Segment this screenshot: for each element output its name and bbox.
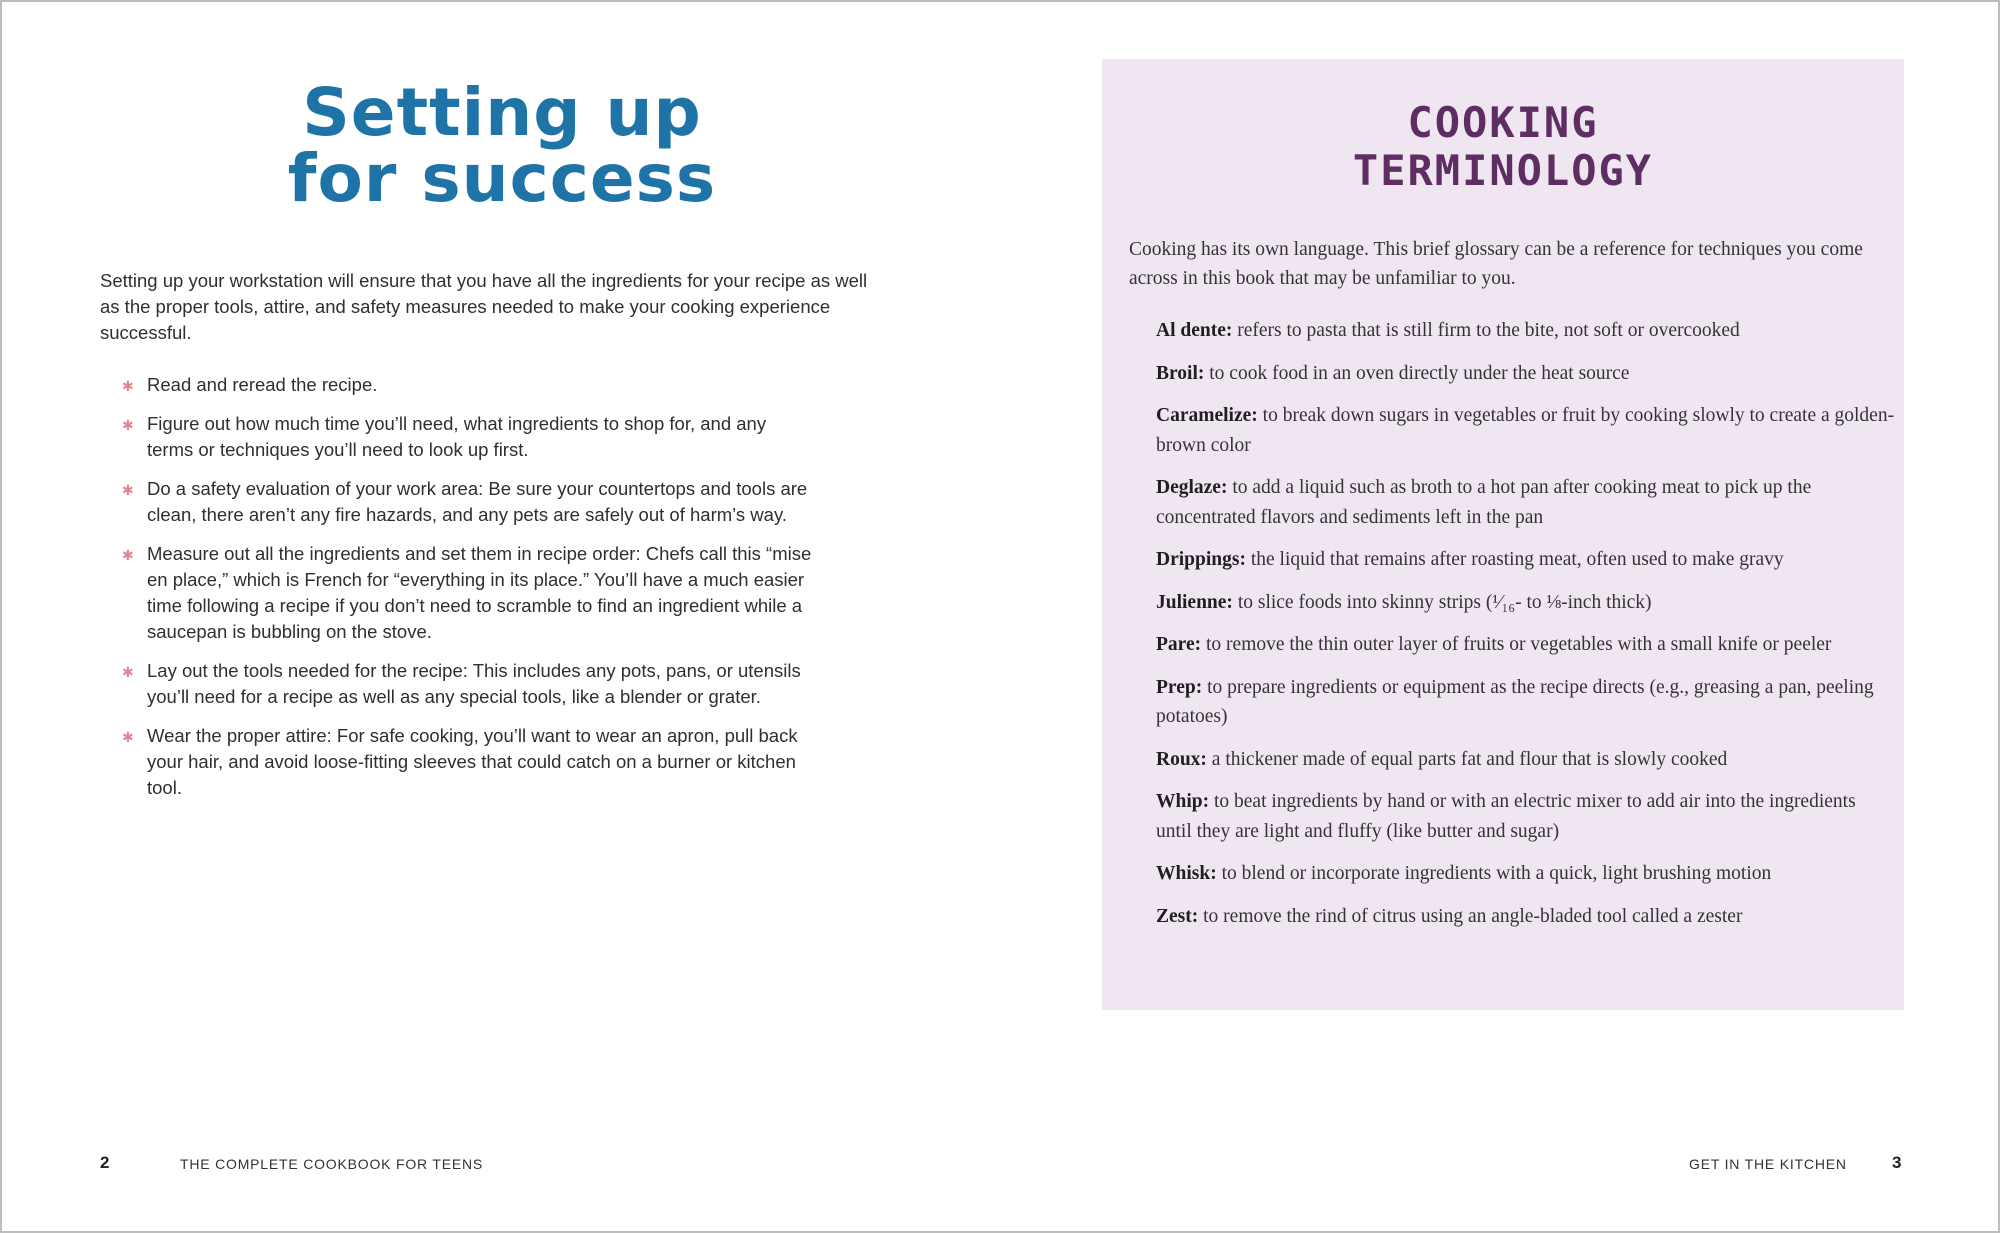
star-bullet-icon: ✱ [122, 482, 134, 498]
list-item [122, 658, 812, 710]
setup-checklist [122, 372, 812, 814]
glossary-definition: to blend or incorporate ingredients with a quick, light brushing motion [1221, 863, 1772, 884]
glossary-definition: to slice foods into skinny strips (¹⁄₁₆- to ⅛-inch thick) [1237, 591, 1652, 613]
glossary-definition: a thickener made of equal parts fat and flour that is slowly cooked [1211, 748, 1728, 770]
list-item-text: Wear the proper attire: For safe cooking, you’ll want to wear an apron, pull back your hair, and avoid loose-fitting sleeves that could catch on a burner or kitchen tool. [147, 725, 798, 798]
glossary-entry [1156, 673, 1896, 732]
glossary-title [1102, 99, 1904, 195]
glossary-definition: to remove the rind of citrus using an angle-bladed tool called a zester [1203, 905, 1743, 927]
glossary-definition: the liquid that remains after roasting meat, often used to make gravy [1250, 549, 1784, 570]
glossary-term: Whip: [1156, 791, 1210, 812]
glossary-entry [1156, 316, 1896, 346]
glossary-term: Deglaze: [1156, 477, 1228, 498]
list-item-text: Figure out how much time you’ll need, what ingredients to shop for, and any terms or techniques you’ll need to look up first. [147, 413, 767, 460]
page-number-right: 3 [1892, 1153, 1902, 1172]
glossary-term: Caramelize: [1156, 405, 1258, 426]
right-page [1002, 2, 2000, 1231]
glossary-definition: to prepare ingredients or equipment as the recipe directs (e.g., greasing a pan, peeling potatoes) [1156, 676, 1874, 727]
list-item [122, 411, 812, 463]
glossary-term: Roux: [1156, 748, 1207, 770]
star-bullet-icon: ✱ [122, 547, 134, 563]
glossary-entry [1156, 359, 1896, 389]
star-bullet-icon: ✱ [122, 417, 134, 433]
running-footer-right: GET IN THE KITCHEN [1689, 1156, 1847, 1172]
list-item-text: Read and reread the recipe. [147, 374, 378, 395]
page-number-left: 2 [100, 1153, 110, 1172]
glossary-entry [1156, 545, 1896, 575]
list-item [122, 541, 812, 645]
section-title [2, 74, 1002, 217]
glossary-definition: to cook food in an oven directly under the heat source [1209, 362, 1630, 384]
star-bullet-icon: ✱ [122, 664, 134, 680]
glossary-entry [1156, 787, 1896, 846]
glossary-definition: to remove the thin outer layer of fruits or vegetables with a small knife or peeler [1206, 634, 1832, 655]
list-item [122, 372, 812, 398]
glossary-entry [1156, 745, 1896, 775]
glossary-list [1156, 316, 1896, 944]
glossary-intro: Cooking has its own language. This brief glossary can be a reference for techniques you come across in this book that may be unfamiliar to you. [1129, 239, 1863, 289]
glossary-panel [1102, 59, 1904, 1010]
star-bullet-icon: ✱ [122, 729, 134, 745]
star-bullet-icon: ✱ [122, 378, 134, 394]
glossary-term: Prep: [1156, 676, 1203, 698]
section-title-line-2: for success [287, 140, 717, 217]
glossary-term: Pare: [1156, 634, 1202, 655]
glossary-term: Zest: [1156, 905, 1199, 927]
section-title-line-1: Setting up [302, 74, 702, 151]
glossary-term: Broil: [1156, 362, 1205, 384]
intro-paragraph: Setting up your workstation will ensure that you have all the ingredients for your recipe as well as the proper tools, attire, and safety measures needed to make your cooking experience successful. [100, 270, 868, 343]
running-footer-left: THE COMPLETE COOKBOOK FOR TEENS [180, 1156, 484, 1172]
glossary-term: Whisk: [1156, 863, 1217, 884]
list-item-text: Do a safety evaluation of your work area: Be sure your countertops and tools are clean, there aren’t any fire hazards, and any pets are safely out of harm’s way. [147, 478, 808, 525]
glossary-entry [1156, 859, 1896, 889]
glossary-entry [1156, 630, 1896, 660]
glossary-entry [1156, 401, 1896, 460]
glossary-title-line-1: COOKING [1407, 98, 1599, 147]
list-item-text: Lay out the tools needed for the recipe: This includes any pots, pans, or utensils you’ll need for a recipe as well as any special tools, like a blender or grater. [147, 660, 801, 707]
glossary-term: Drippings: [1156, 549, 1246, 570]
list-item [122, 476, 812, 528]
glossary-entry [1156, 588, 1896, 618]
glossary-definition: to beat ingredients by hand or with an electric mixer to add air into the ingredients until they are light and fluffy (like butter and sugar) [1156, 791, 1856, 842]
glossary-term: Julienne: [1156, 591, 1233, 613]
glossary-definition: refers to pasta that is still firm to the bite, not soft or overcooked [1237, 320, 1740, 341]
list-item-text: Measure out all the ingredients and set them in recipe order: Chefs call this “mise en place,” which is French for “everything in its place.” You’ll have a much easier time following a recipe if you don’t need to scramble to find an ingredient while a saucepan is bubbling on the stove. [147, 543, 812, 642]
glossary-entry [1156, 902, 1896, 932]
glossary-title-line-2: TERMINOLOGY [1352, 146, 1654, 195]
glossary-definition: to break down sugars in vegetables or fruit by cooking slowly to create a golden-brown color [1156, 405, 1895, 456]
list-item [122, 723, 812, 801]
glossary-term: Al dente: [1156, 320, 1233, 341]
left-page [2, 2, 1002, 1231]
glossary-entry [1156, 473, 1896, 532]
glossary-definition: to add a liquid such as broth to a hot pan after cooking meat to pick up the concentrated flavors and sediments left in the pan [1156, 477, 1812, 528]
